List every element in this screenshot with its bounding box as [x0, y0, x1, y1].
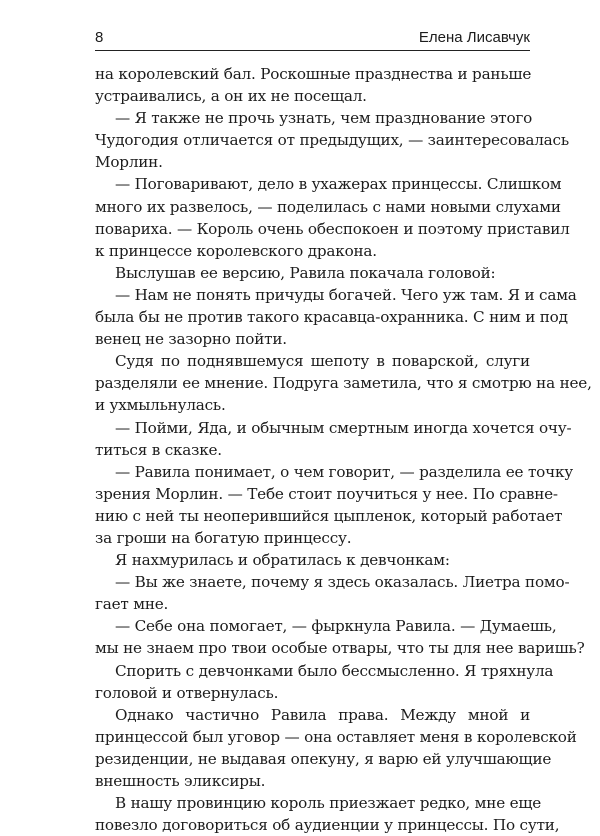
text-line: к принцессе королевского дракона.: [95, 241, 377, 260]
text-line: Я нахмурилась и обратилась к девчонкам:: [115, 551, 450, 570]
text-line: венец не зазорно пойти.: [95, 330, 287, 349]
text-line: на королевский бал. Роскошные празднества и раньше: [95, 65, 532, 83]
text-line: Однако частично Равила права. Между мной и: [115, 705, 530, 724]
text-line: нию с ней ты неоперившийся цыпленок, который работает: [95, 506, 563, 525]
text-line: — Себе она помогает, — фыркнула Равила. — Думаешь,: [115, 617, 557, 636]
text-line: Судя по поднявшемуся шепоту в поварской, слуги: [115, 352, 530, 371]
text-line: Чудогодия отличается от предыдущих, — заинтересовалась: [95, 131, 569, 150]
text-line: принцессой был уговор — она оставляет меня в королевской: [95, 727, 577, 746]
text-line: — Нам не понять причуды богачей. Чего уж там. Я и сама: [115, 285, 577, 304]
text-line: устраивались, а он их не посещал.: [95, 87, 367, 106]
text-line: резиденции, не выдавая опекуну, я варю ей улучшающие: [95, 749, 552, 768]
text-line: повезло договориться об аудиенции у принцессы. По сути,: [95, 816, 560, 835]
text-line: — Равила понимает, о чем говорит, — разделила ее точку: [115, 462, 573, 481]
text-line: титься в сказке.: [95, 440, 222, 459]
text-line: Спорить с девчонками было бессмысленно. Я тряхнула: [115, 661, 554, 680]
body-text: [95, 63, 592, 836]
text-line: — Я также не прочь узнать, чем празднование этого: [115, 109, 533, 128]
text-line: и ухмыльнулась.: [95, 396, 226, 415]
text-line: — Вы же знаете, почему я здесь оказалась. Лиетра помо-: [115, 573, 570, 592]
text-line: Выслушав ее версию, Равила покачала головой:: [115, 263, 496, 282]
text-line: за гроши на богатую принцессу.: [95, 528, 352, 547]
text-line: повариха. — Король очень обеспокоен и поэтому приставил: [95, 219, 570, 238]
text-line: — Пойми, Яда, и обычным смертным иногда хочется очу-: [115, 418, 572, 437]
text-line: Морлин.: [95, 153, 163, 172]
text-line: много их развелось, — поделилась с нами новыми слухами: [95, 197, 561, 216]
text-line: головой и отвернулась.: [95, 683, 279, 702]
text-line: — Поговаривают, дело в ухажерах принцессы. Слишком: [115, 175, 562, 194]
text-line: В нашу провинцию король приезжает редко, мне еще: [115, 794, 542, 813]
text-line: разделяли ее мнение. Подруга заметила, что я смотрю на нее,: [95, 374, 592, 393]
text-line: внешность эликсиры.: [95, 772, 266, 790]
running-head-author: Елена Лисавчук: [418, 29, 530, 46]
text-line: зрения Морлин. — Тебе стоит поучиться у нее. По сравне-: [95, 484, 558, 503]
page-number: 8: [95, 29, 104, 46]
text-line: была бы не против такого красавца-охранника. С ним и под: [95, 308, 568, 327]
text-line: мы не знаем про твои особые отвары, что ты для нее варишь?: [95, 639, 585, 658]
page-header: [95, 26, 530, 51]
text-line: гает мне.: [95, 595, 169, 614]
